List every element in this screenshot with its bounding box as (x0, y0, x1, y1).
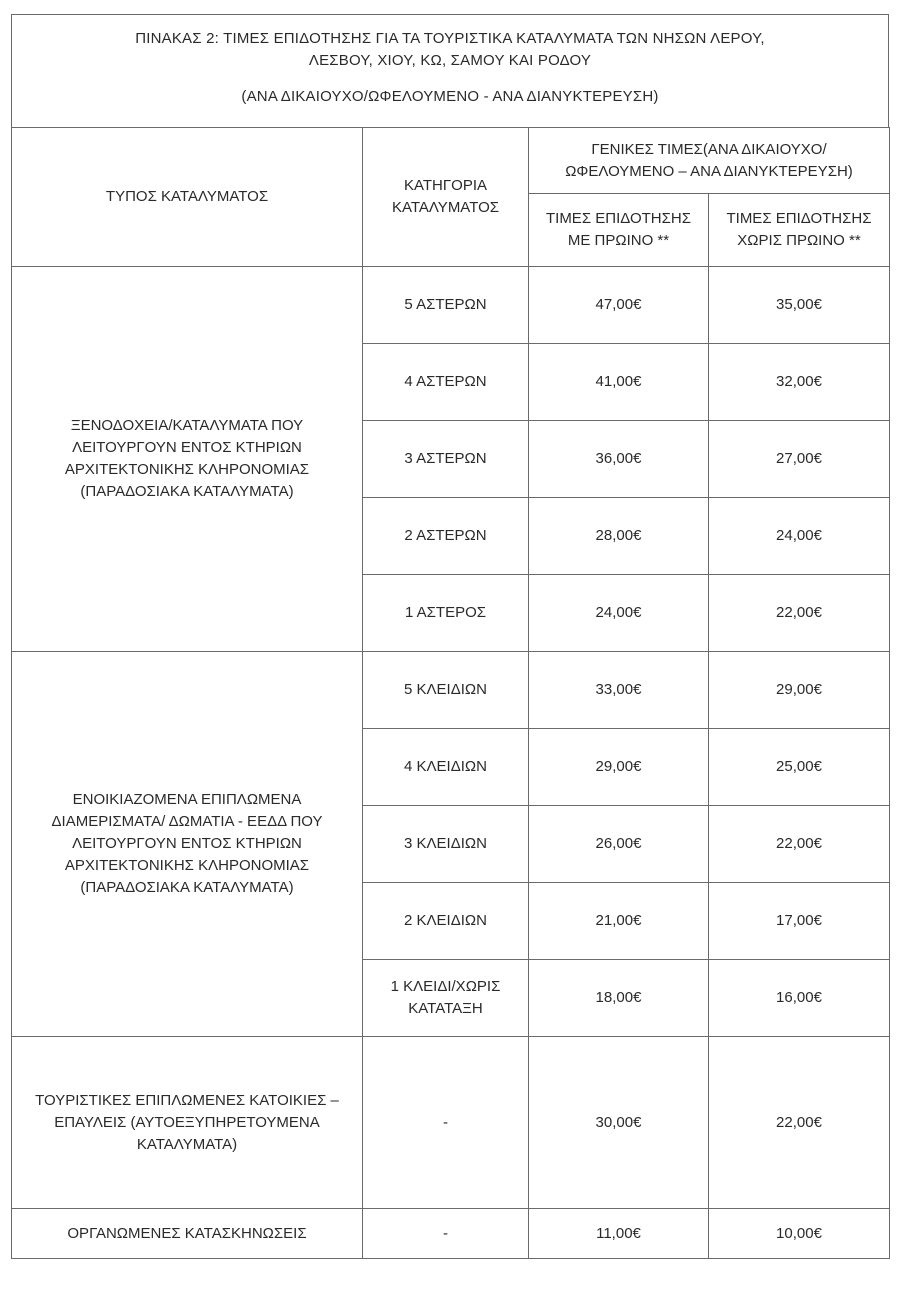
accommodation-type-cell: ΟΡΓΑΝΩΜΕΝΕΣ ΚΑΤΑΣΚΗΝΩΣΕΙΣ (12, 1209, 363, 1259)
price-without-breakfast-cell: 16,00€ (709, 960, 890, 1037)
category-cell: 2 ΑΣΤΕΡΩΝ (363, 498, 529, 575)
accommodation-type-cell: ΤΟΥΡΙΣΤΙΚΕΣ ΕΠΙΠΛΩΜΕΝΕΣ ΚΑΤΟΙΚΙΕΣ –ΕΠΑΥΛΕΙΣ (ΑΥΤΟΕΞΥΠΗΡΕΤΟΥΜΕΝΑ ΚΑΤΑΛΥΜΑΤΑ) (12, 1037, 363, 1209)
category-cell: 4 ΚΛΕΙΔΙΩΝ (363, 729, 529, 806)
price-without-breakfast-cell: 22,00€ (709, 1037, 890, 1209)
price-without-breakfast-cell: 22,00€ (709, 806, 890, 883)
price-without-breakfast-cell: 17,00€ (709, 883, 890, 960)
price-with-breakfast-cell: 29,00€ (529, 729, 709, 806)
header-general-prices: ΓΕΝΙΚΕΣ ΤΙΜΕΣ(ΑΝΑ ΔΙΚΑΙΟΥΧΟ/ ΩΦΕΛΟΥΜΕΝΟ – ΑΝΑ ΔΙΑΝΥΚΤΕΡΕΥΣΗ) (529, 128, 890, 194)
header-accommodation-category: ΚΑΤΗΓΟΡΙΑ ΚΑΤΑΛΥΜΑΤΟΣ (363, 128, 529, 267)
price-with-breakfast-cell: 33,00€ (529, 652, 709, 729)
header-price-without-breakfast: ΤΙΜΕΣ ΕΠΙΔΟΤΗΣΗΣ ΧΩΡΙΣ ΠΡΩΙΝΟ ** (709, 194, 890, 267)
price-without-breakfast-cell: 35,00€ (709, 267, 890, 344)
price-without-breakfast-cell: 29,00€ (709, 652, 890, 729)
price-with-breakfast-cell: 21,00€ (529, 883, 709, 960)
price-with-breakfast-cell: 11,00€ (529, 1209, 709, 1259)
table-subtitle: (ΑΝΑ ΔΙΚΑΙΟΥΧΟ/ΩΦΕΛΟΥΜΕΝΟ - ΑΝΑ ΔΙΑΝΥΚΤΕΡΕΥΣΗ) (241, 88, 659, 105)
header-accommodation-type: ΤΥΠΟΣ ΚΑΤΑΛΥΜΑΤΟΣ (12, 128, 363, 267)
header-price-with-breakfast: ΤΙΜΕΣ ΕΠΙΔΟΤΗΣΗΣ ΜΕ ΠΡΩΙΝΟ ** (529, 194, 709, 267)
category-cell: 1 ΚΛΕΙΔΙ/ΧΩΡΙΣ ΚΑΤΑΤΑΞΗ (363, 960, 529, 1037)
price-without-breakfast-cell: 24,00€ (709, 498, 890, 575)
table-title-line-2: ΛΕΣΒΟΥ, ΧΙΟΥ, ΚΩ, ΣΑΜΟΥ ΚΑΙ ΡΟΔΟΥ (308, 52, 592, 69)
price-without-breakfast-cell: 32,00€ (709, 344, 890, 421)
table-row (12, 652, 890, 729)
category-cell: 4 ΑΣΤΕΡΩΝ (363, 344, 529, 421)
price-without-breakfast-cell: 22,00€ (709, 575, 890, 652)
table-row (12, 267, 890, 344)
category-cell: 3 ΑΣΤΕΡΩΝ (363, 421, 529, 498)
price-with-breakfast-cell: 28,00€ (529, 498, 709, 575)
price-without-breakfast-cell: 10,00€ (709, 1209, 890, 1259)
table-row (12, 1037, 890, 1209)
price-without-breakfast-cell: 27,00€ (709, 421, 890, 498)
accommodation-type-cell: ΕΝΟΙΚΙΑΖΟΜΕΝΑ ΕΠΙΠΛΩΜΕΝΑ ΔΙΑΜΕΡΙΣΜΑΤΑ/ ΔΩΜΑΤΙΑ - ΕΕΔΔ ΠΟΥ ΛΕΙΤΟΥΡΓΟΥΝ ΕΝΤΟΣ ΚΤΗΡΙΩΝ ΑΡΧΙΤΕΚΤΟΝΙΚΗΣ ΚΛΗΡΟΝΟΜΙΑΣ (ΠΑΡΑΔΟΣΙΑΚΑ ΚΑΤΑΛΥΜΑΤΑ) (12, 652, 363, 1037)
price-with-breakfast-cell: 18,00€ (529, 960, 709, 1037)
accommodation-type-cell: ΞΕΝΟΔΟΧΕΙΑ/ΚΑΤΑΛΥΜΑΤΑ ΠΟΥ ΛΕΙΤΟΥΡΓΟΥΝ ΕΝΤΟΣ ΚΤΗΡΙΩΝ ΑΡΧΙΤΕΚΤΟΝΙΚΗΣ ΚΛΗΡΟΝΟΜΙΑΣ (ΠΑΡΑΔΟΣΙΑΚΑ ΚΑΤΑΛΥΜΑΤΑ) (12, 267, 363, 652)
category-cell: 3 ΚΛΕΙΔΙΩΝ (363, 806, 529, 883)
price-with-breakfast-cell: 30,00€ (529, 1037, 709, 1209)
category-cell: - (363, 1209, 529, 1259)
table-title-line-1: ΠΙΝΑΚΑΣ 2: ΤΙΜΕΣ ΕΠΙΔΟΤΗΣΗΣ ΓΙΑ ΤΑ ΤΟΥΡΙΣΤΙΚΑ ΚΑΤΑΛΥΜΑΤΑ ΤΩΝ ΝΗΣΩΝ ΛΕΡΟΥ, (135, 30, 765, 47)
category-cell: 2 ΚΛΕΙΔΙΩΝ (363, 883, 529, 960)
subsidy-rates-document (11, 14, 889, 1259)
category-cell: 1 ΑΣΤΕΡΟΣ (363, 575, 529, 652)
price-with-breakfast-cell: 41,00€ (529, 344, 709, 421)
price-with-breakfast-cell: 26,00€ (529, 806, 709, 883)
subsidy-rates-table (11, 127, 890, 1259)
category-cell: 5 ΑΣΤΕΡΩΝ (363, 267, 529, 344)
price-with-breakfast-cell: 24,00€ (529, 575, 709, 652)
category-cell: - (363, 1037, 529, 1209)
price-with-breakfast-cell: 36,00€ (529, 421, 709, 498)
category-cell: 5 ΚΛΕΙΔΙΩΝ (363, 652, 529, 729)
table-row (12, 1209, 890, 1259)
table-title-box (11, 14, 889, 127)
price-with-breakfast-cell: 47,00€ (529, 267, 709, 344)
price-without-breakfast-cell: 25,00€ (709, 729, 890, 806)
